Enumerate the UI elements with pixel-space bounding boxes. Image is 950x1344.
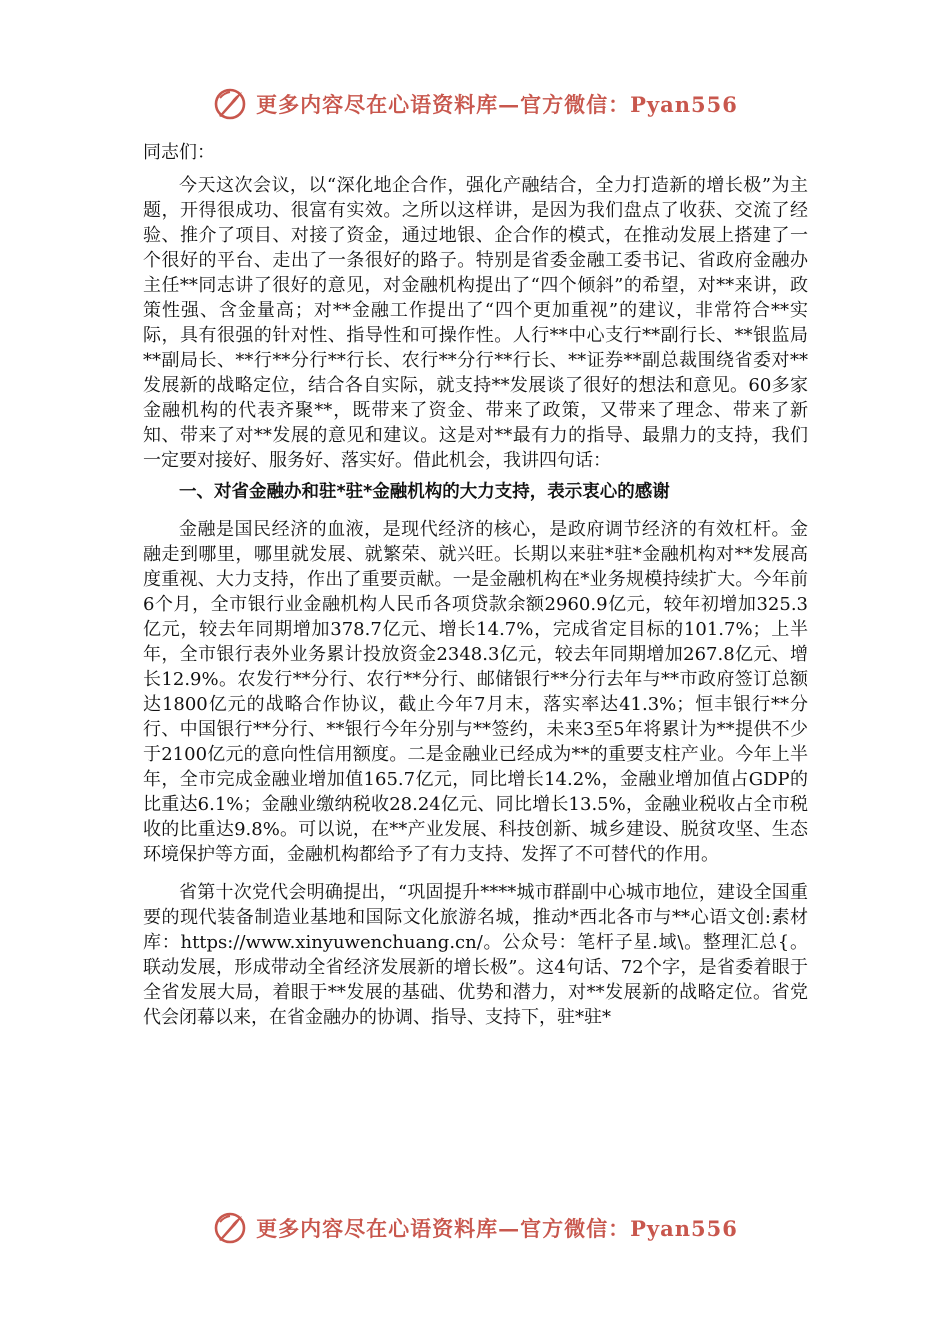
header-banner-text: 更多内容尽在心语资料库—官方微信：Pyan556 — [256, 92, 738, 117]
paragraph-2: 金融是国民经济的血液，是现代经济的核心，是政府调节经济的有效杠杆。金融走到哪里，哪里就发展、就繁荣、就兴旺。长期以来驻*驻*金融机构对**发展高度重视、大力支持，作出了重要贡献。一是金融机构在*业务规模持续扩大。今年前6个月，全市银行业金融机构人民币各项贷款余额2960.9亿元，较年初增加325.3亿元，较去年同期增加378.7亿元、增长14.7%，完成省定目标的101.7%；上半年，全市银行表外业务累计投放资金2348.3亿元，较去年同期增加267.8亿元、增长12.9%。农发行**分行、农行**分行、邮储银行**分行去年与**市政府签订总额达1800亿元的战略合作协议，截止今年7月末，落实率达41.3%；恒丰银行**分行、中国银行**分行、**银行今年分别与**签约，未来3至5年将累计为**提供不少于2100亿元的意向性信用额度。二是金融业已经成为**的重要支柱产业。今年上半年，全市完成金融业增加值165.7亿元，同比增长14.2%，金融业增加值占GDP的比重达6.1%；金融业缴纳税收28.24亿元、同比增长13.5%，金融业税收占全市税收的比重达9.8%。可以说，在**产业发展、科技创新、城乡建设、脱贫攻坚、生态环境保护等方面，金融机构都给予了有力支持、发挥了不可替代的作用。 — [143, 519, 808, 865]
brush-logo-icon — [212, 86, 248, 122]
footer-banner-text: 更多内容尽在心语资料库—官方微信：Pyan556 — [256, 1216, 738, 1241]
document-body — [143, 140, 808, 1030]
greeting: 同志们： — [143, 142, 215, 163]
paragraph-1: 今天这次会议，以“深化地企合作，强化产融结合，全力打造新的增长极”为主题，开得很成功、很富有实效。之所以这样讲，是因为我们盘点了收获、交流了经验、推介了项目、对接了资金，通过地银、企合作的模式，在推动发展上搭建了一个很好的平台、走出了一条很好的路子。特别是省委金融工委书记、省政府金融办主任**同志讲了很好的意见，对金融机构提出了“四个倾斜”的希望，对**来讲，政策性强、含金量高；对**金融工作提出了“四个更加重视”的建议，非常符合**实际，具有很强的针对性、指导性和可操作性。人行**中心支行**副行长、**银监局**副局长、**行**分行**行长、农行**分行**行长、**证券**副总裁围绕省委对**发展新的战略定位，结合各自实际，就支持**发展谈了很好的想法和意见。60多家金融机构的代表齐聚**，既带来了资金、带来了政策，又带来了理念、带来了新知、带来了对**发展的意见和建议。这是对**最有力的指导、最鼎力的支持，我们一定要对接好、服务好、落实好。借此机会，我讲四句话： — [143, 175, 808, 471]
paragraph-3: 省第十次党代会明确提出，“巩固提升****城市群副中心城市地位，建设全国重要的现代装备制造业基地和国际文化旅游名城，推动*西北各市与**心语文创:素材库：https://www.xinyuwenchuang.cn/。公众号：笔杆子星.域\。整理汇总{。联动发展，形成带动全省经济发展新的增长极”。这4句话、72个字，是省委着眼于全省发展大局，着眼于**发展的基础、优势和潜力，对**发展新的战略定位。省党代会闭幕以来，在省金融办的协调、指导、支持下，驻*驻* — [143, 882, 808, 1028]
section-heading-1: 一、对省金融办和驻*驻*金融机构的大力支持，表示衷心的感谢 — [179, 482, 670, 502]
header-banner — [0, 84, 950, 124]
brush-logo-icon — [212, 1210, 248, 1246]
footer-banner — [0, 1208, 950, 1248]
